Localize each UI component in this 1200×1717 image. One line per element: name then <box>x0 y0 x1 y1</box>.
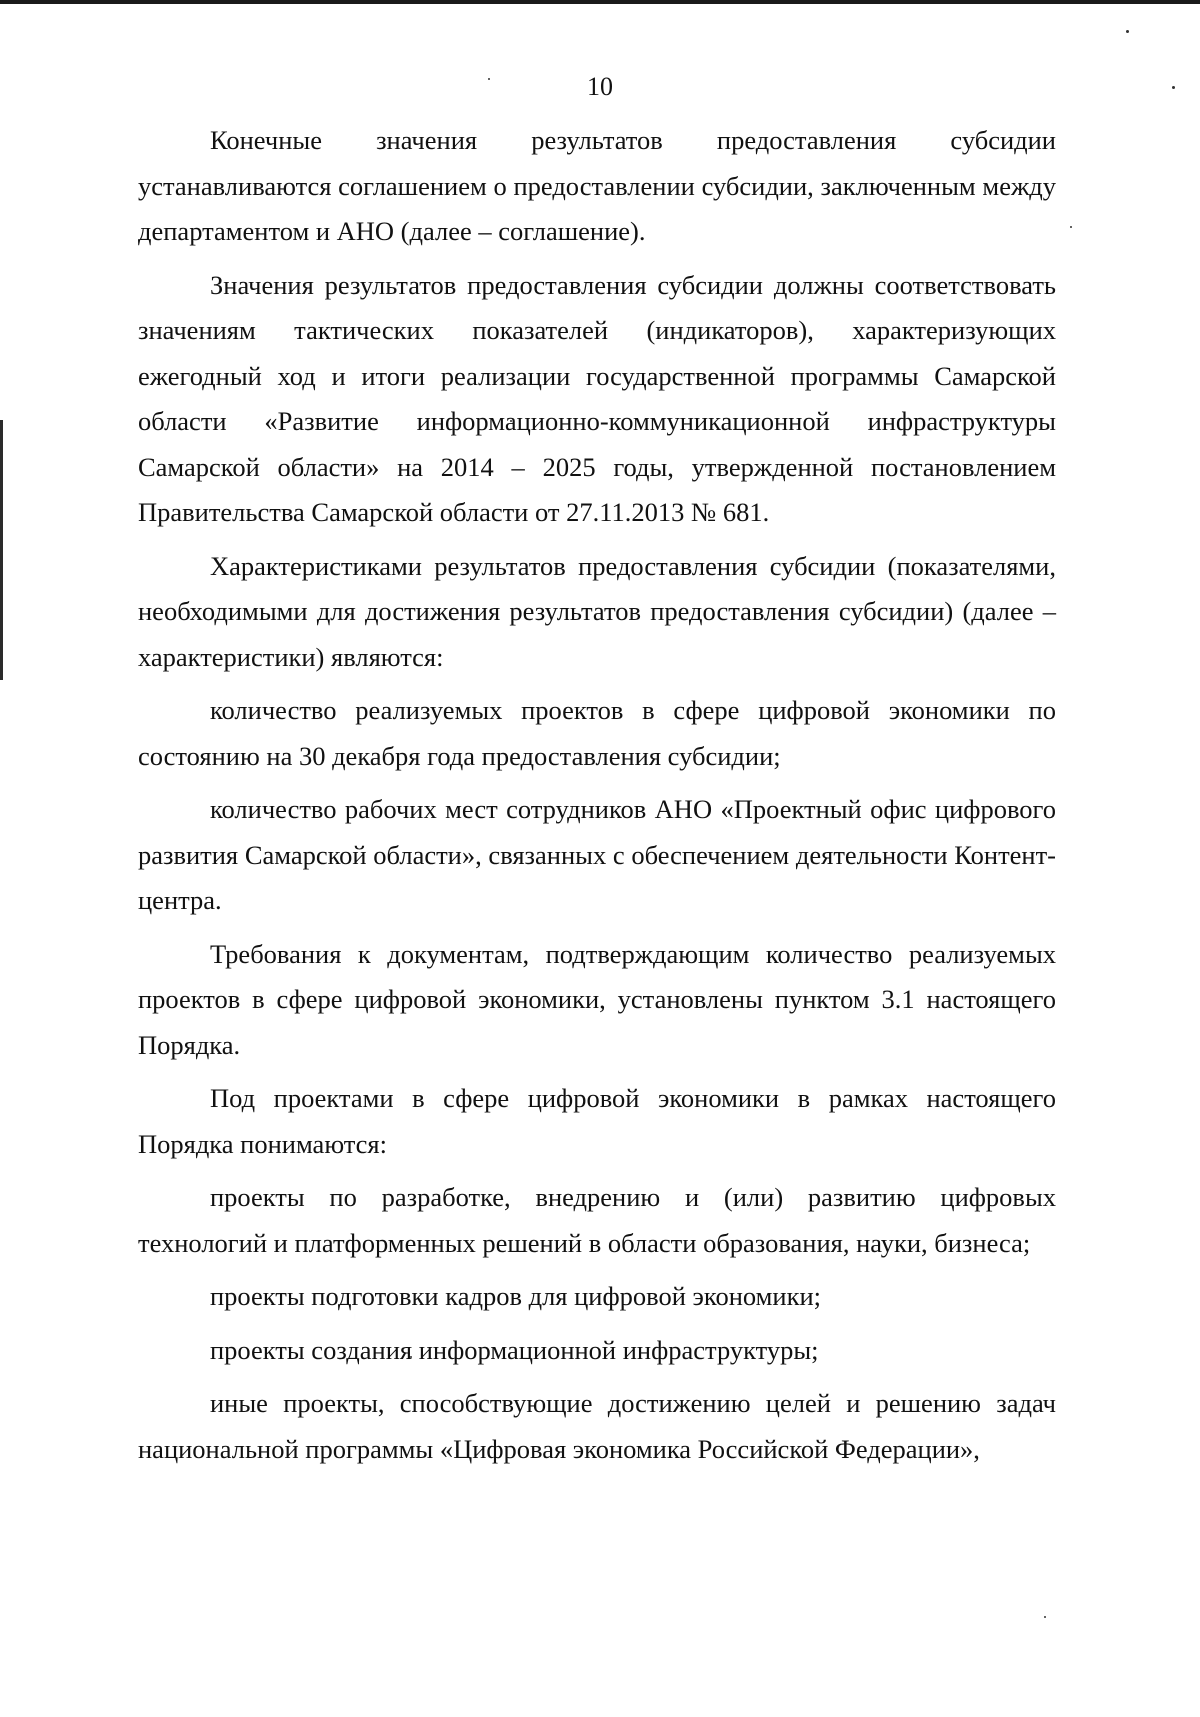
page-number: 10 <box>587 72 613 101</box>
list-item: проекты подготовки кадров для цифровой экономики; <box>210 1281 821 1311</box>
scan-speck <box>1044 1616 1046 1618</box>
paragraph: Характеристиками результатов предоставления субсидии (показателями, необходимыми для достижения результатов предоставления субсидии) (далее – характеристики) являются: <box>138 550 1056 672</box>
list-item: проекты создания информационной инфраструктуры; <box>210 1334 819 1365</box>
scan-speck <box>1070 226 1072 228</box>
scan-speck <box>1126 30 1129 33</box>
paragraph: Значения результатов предоставления субсидии должны соответствовать значениям тактических показателей (индикаторов), характеризующих ежегодный ход и итоги реализации государственной программы Самарской области «Развитие информационно-коммуникационной инфраструктуры Самарской области» на 2014 – 2025 годы, утвержденной постановлением Правительства Самарской области от 27.11.2013 № 681. <box>138 269 1056 527</box>
list-item: количество рабочих мест сотрудников АНО «Проектный офис цифрового развития Самарской области», связанных с обеспечением деятельности Контент-центра. <box>138 794 1056 915</box>
scan-edge-left <box>0 420 3 680</box>
list-item: количество реализуемых проектов в сфере цифровой экономики по состоянию на 30 декабря года предоставления субсидии; <box>138 695 1056 771</box>
list-item: проекты по разработке, внедрению и (или) развитию цифровых технологий и платформенных решений в области образования, науки, бизнеса; <box>138 1182 1056 1258</box>
list-item: иные проекты, способствующие достижению целей и решению задач национальной программы «Цифровая экономика Российской Федерации», <box>138 1388 1056 1464</box>
document-body <box>138 118 1056 1480</box>
paragraph: Конечные значения результатов предоставления субсидии устанавливаются соглашением о предоставлении субсидии, заключенным между департаментом и АНО (далее – соглашение). <box>138 125 1056 246</box>
paragraph: Требования к документам, подтверждающим количество реализуемых проектов в сфере цифровой экономики, установлены пунктом 3.1 настоящего Порядка. <box>138 938 1056 1060</box>
paragraph: Под проектами в сфере цифровой экономики в рамках настоящего Порядка понимаются: <box>138 1083 1056 1159</box>
scan-edge-top <box>0 0 1200 4</box>
